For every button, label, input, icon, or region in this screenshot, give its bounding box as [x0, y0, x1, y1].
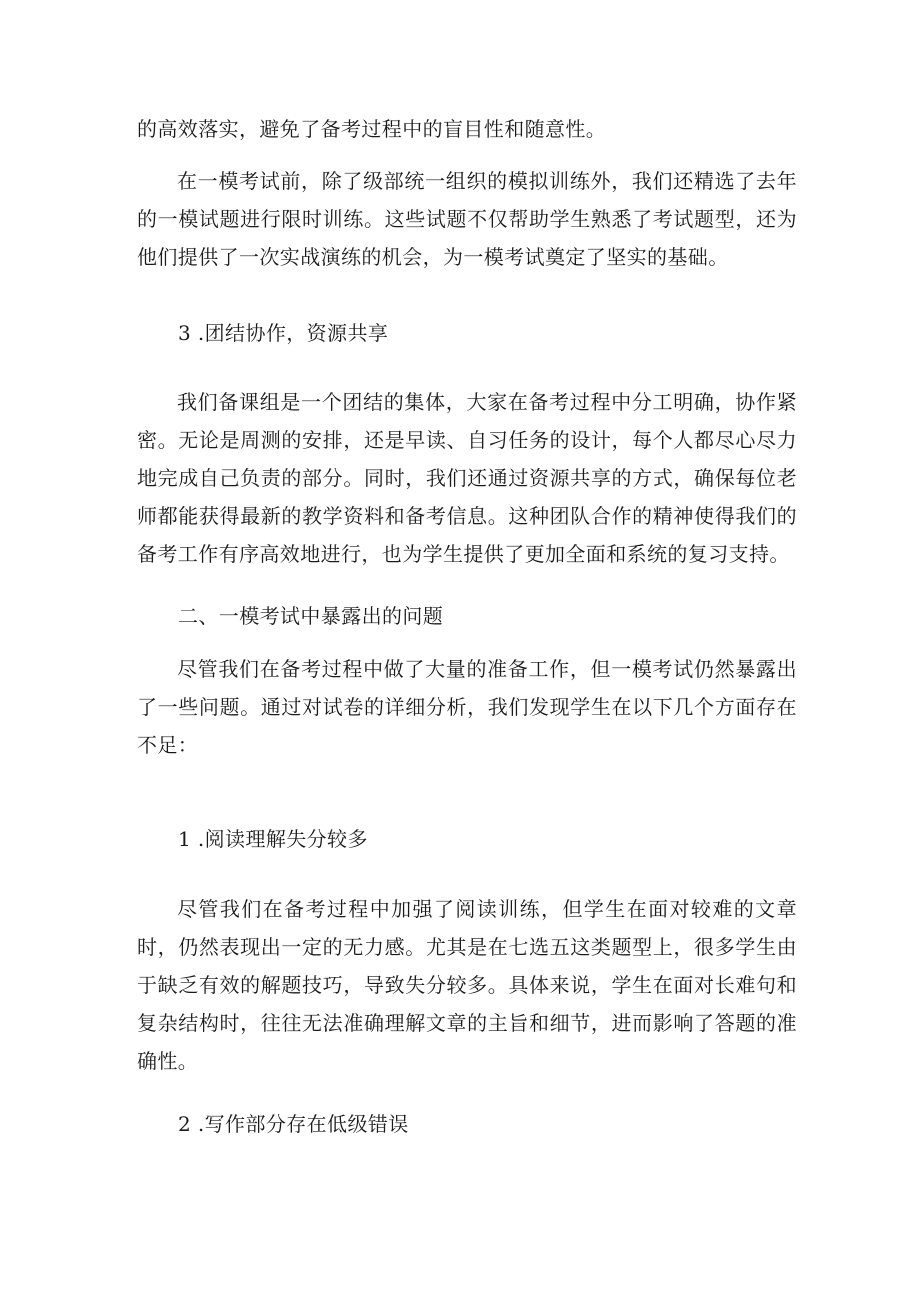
paragraph-reading: 尽管我们在备考过程中加强了阅读训练，但学生在面对较难的文章时，仍然表现出一定的无力感。尤其是在七选五这类题型上，很多学生由于缺乏有效的解题技巧，导致失分较多。具体来说，学生在面对长难句和复杂结构时，往往无法准确理解文章的主旨和细节，进而影响了答题的准确性。 [137, 897, 797, 1073]
section-heading-reading: 1 .阅读理解失分较多 [178, 827, 368, 851]
section-heading-problems: 二、一模考试中暴露出的问题 [178, 604, 444, 628]
paragraph-mock-exam-training: 在一模考试前，除了级部统一组织的模拟训练外，我们还精选了去年的一模试题进行限时训练。这些试题不仅帮助学生熟悉了考试题型，还为他们提供了一次实战演练的机会，为一模考试奠定了坚实的基础。 [137, 169, 797, 269]
paragraph-problems-intro: 尽管我们在备考过程中做了大量的准备工作，但一模考试仍然暴露出了一些问题。通过对试卷的详细分析，我们发现学生在以下几个方面存在不足： [137, 657, 797, 757]
paragraph-teamwork: 我们备课组是一个团结的集体，大家在备考过程中分工明确，协作紧密。无论是周测的安排，还是早读、自习任务的设计，每个人都尽心尽力地完成自己负责的部分。同时，我们还通过资源共享的方式，确保每位老师都能获得最新的教学资料和备考信息。这种团队合作的精神使得我们的备考工作有序高效地进行，也为学生提供了更加全面和系统的复习支持。 [137, 390, 797, 566]
paragraph-continuation: 的高效落实，避免了备考过程中的盲目性和随意性。 [137, 117, 607, 141]
section-heading-teamwork: 3 .团结协作，资源共享 [178, 321, 389, 345]
section-heading-writing: 2 .写作部分存在低级错误 [178, 1112, 409, 1136]
